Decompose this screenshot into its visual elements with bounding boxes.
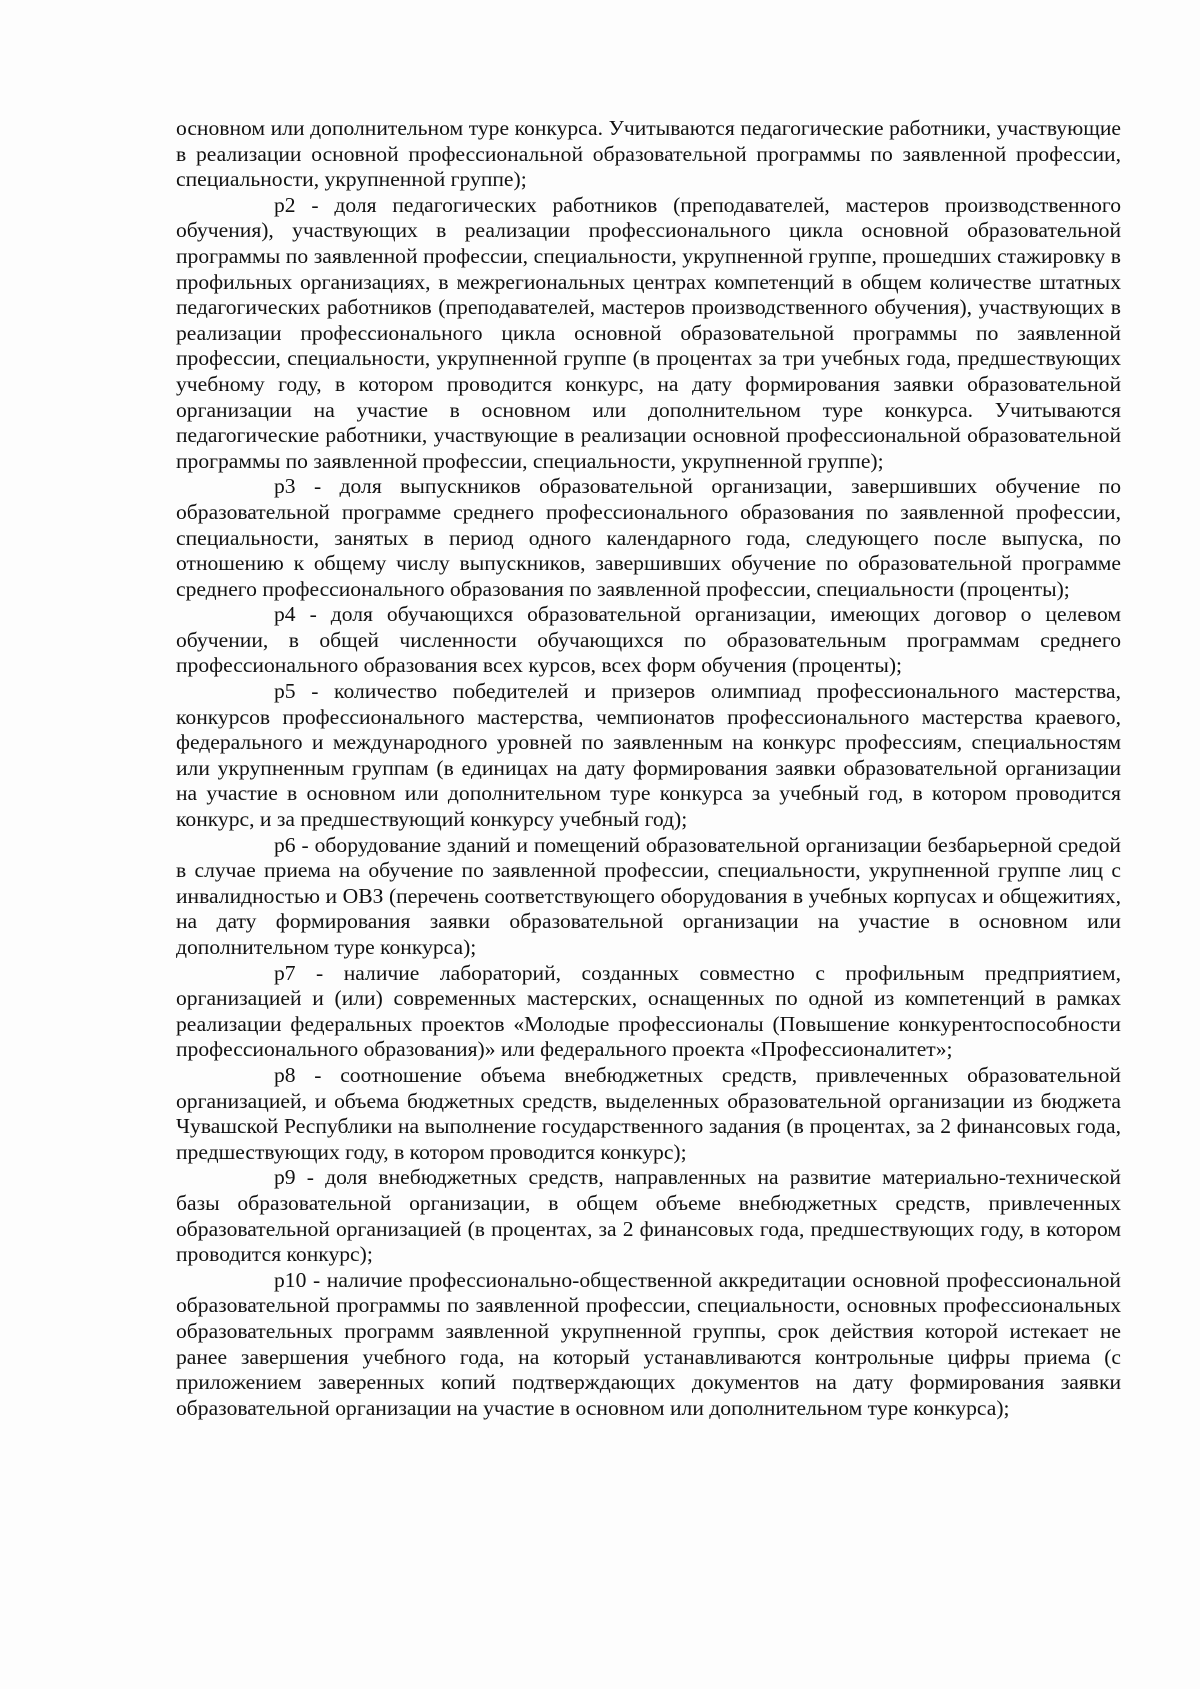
paragraph-p3: p3 - доля выпускников образовательной организации, завершивших обучение по образовательной программе среднего профессионального образования по заявленной профессии, специальности, занятых в период одного календарного года, следующего после выпуска, по отношению к общему числу выпускников, завершивших обучение по образовательной программе среднего профессионального образования по заявленной профессии, специальности (проценты); [176,474,1121,601]
paragraph-p2: p2 - доля педагогических работников (преподавателей, мастеров производственного обучения), участвующих в реализации профессионального цикла основной образовательной программы по заявленной профессии, специальности, укрупненной группе, прошедших стажировку в профильных организациях, в межрегиональных центрах компетенций в общем количестве штатных педагогических работников (преподавателей, мастеров производственного обучения), участвующих в реализации профессионального цикла основной образовательной программы по заявленной профессии, специальности, укрупненной группе (в процентах за три учебных года, предшествующих учебному году, в котором проводится конкурс, на дату формирования заявки образовательной организации на участие в основном или дополнительном туре конкурса. Учитываются педагогические работники, участвующие в реализации основной профессиональной образовательной программы по заявленной профессии, специальности, укрупненной группе); [176,192,1121,473]
document-body [176,116,1121,1421]
paragraph-p10: p10 - наличие профессионально-общественной аккредитации основной профессиональной образовательной программы по заявленной профессии, специальности, основных профессиональных образовательных программ заявленной укрупненной группы, срок действия которой истекает не ранее завершения учебного года, на который устанавливаются контрольные цифры приема (с приложением заверенных копий подтверждающих документов на дату формирования заявки образовательной организации на участие в основном или дополнительном туре конкурса); [176,1267,1121,1420]
paragraph-continuation: основном или дополнительном туре конкурса. Учитываются педагогические работники, участвующие в реализации основной профессиональной образовательной программы по заявленной профессии, специальности, укрупненной группе); [176,116,1121,192]
paragraph-p9: p9 - доля внебюджетных средств, направленных на развитие материально-технической базы образовательной организации, в общем объеме внебюджетных средств, привлеченных образовательной организацией (в процентах, за 2 финансовых года, предшествующих году, в котором проводится конкурс); [176,1165,1121,1267]
paragraph-p8: p8 - соотношение объема внебюджетных средств, привлеченных образовательной организацией, и объема бюджетных средств, выделенных образовательной организации из бюджета Чувашской Республики на выполнение государственного задания (в процентах, за 2 финансовых года, предшествующих году, в котором проводится конкурс); [176,1062,1121,1164]
paragraph-p5: p5 - количество победителей и призеров олимпиад профессионального мастерства, конкурсов профессионального мастерства, чемпионатов профессионального мастерства краевого, федерального и международного уровней по заявленным на конкурс профессиям, специальностям или укрупненным группам (в единицах на дату формирования заявки образовательной организации на участие в основном или дополнительном туре конкурса за учебный год, в котором проводится конкурс, и за предшествующий конкурсу учебный год); [176,679,1121,832]
paragraph-p6: p6 - оборудование зданий и помещений образовательной организации безбарьерной средой в случае приема на обучение по заявленной профессии, специальности, укрупненной группе лиц с инвалидностью и ОВЗ (перечень соответствующего оборудования в учебных корпусах и общежитиях, на дату формирования заявки образовательной организации на участие в основном или дополнительном туре конкурса); [176,832,1121,959]
paragraph-p7: p7 - наличие лабораторий, созданных совместно с профильным предприятием, организацией и (или) современных мастерских, оснащенных по одной из компетенций в рамках реализации федеральных проектов «Молодые профессионалы (Повышение конкурентоспособности профессионального образования)» или федерального проекта «Профессионалитет»; [176,960,1121,1062]
paragraph-p4: p4 - доля обучающихся образовательной организации, имеющих договор о целевом обучении, в общей численности обучающихся по образовательным программам среднего профессионального образования всех курсов, всех форм обучения (проценты); [176,602,1121,678]
